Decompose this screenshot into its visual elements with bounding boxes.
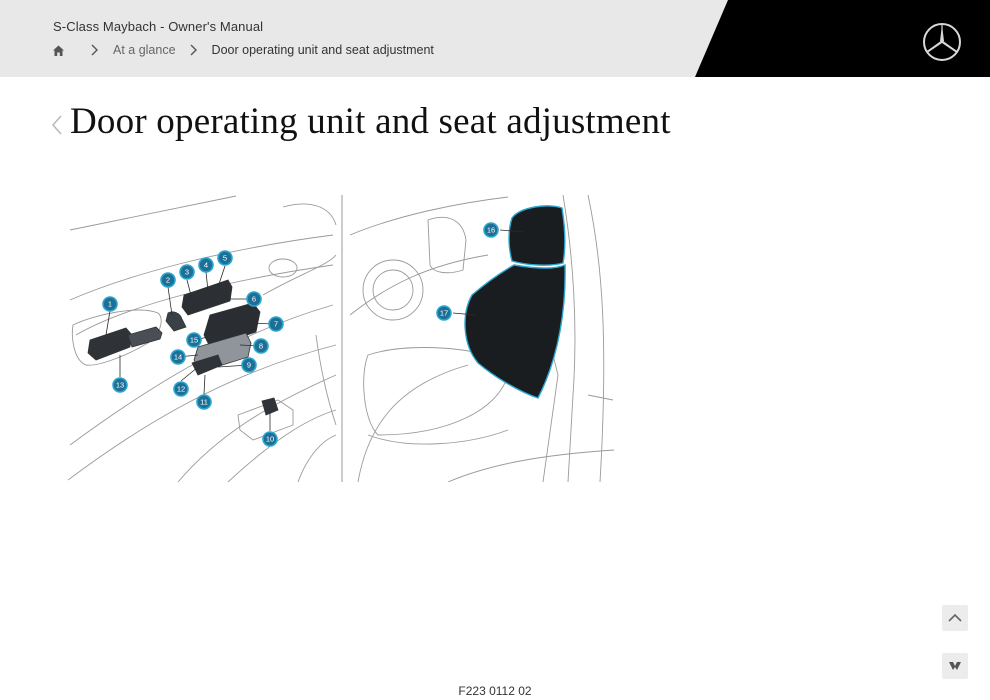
callout-label: 2 <box>165 275 171 285</box>
callout-label: 6 <box>251 294 257 304</box>
page-title: Door operating unit and seat adjustment <box>70 101 671 142</box>
callout-label: 15 <box>189 335 199 345</box>
breadcrumb-item-at-a-glance[interactable]: At a glance <box>113 43 176 57</box>
feedback-button[interactable] <box>942 653 968 679</box>
back-chevron-icon[interactable] <box>51 114 63 136</box>
callout-label: 17 <box>439 308 449 318</box>
chevron-up-icon <box>948 613 962 623</box>
callout-label: 13 <box>115 380 125 390</box>
home-icon[interactable] <box>52 44 65 57</box>
callout-label: 8 <box>258 341 264 351</box>
callout-label: 16 <box>486 225 496 235</box>
callout-label: 9 <box>246 360 252 370</box>
scroll-top-button[interactable] <box>942 605 968 631</box>
feedback-icon <box>948 660 962 672</box>
callout-label: 5 <box>222 253 228 263</box>
callout-label: 4 <box>203 260 209 270</box>
breadcrumb <box>52 41 434 59</box>
header-bar <box>0 0 990 77</box>
mercedes-star-icon[interactable] <box>922 22 962 62</box>
callout-label: 11 <box>200 397 208 407</box>
door-seat-illustration <box>68 195 614 482</box>
breadcrumb-item-current: Door operating unit and seat adjustment <box>211 43 434 57</box>
figure-code: F223 0112 02 <box>458 684 532 698</box>
chevron-right-icon <box>89 44 99 56</box>
callout-label: 10 <box>265 434 275 444</box>
callout-label: 12 <box>176 384 186 394</box>
callout-label: 7 <box>273 319 279 329</box>
manual-title: S-Class Maybach - Owner's Manual <box>53 19 264 34</box>
callout-label: 3 <box>184 267 190 277</box>
chevron-right-icon <box>188 44 198 56</box>
callout-label: 14 <box>173 352 183 362</box>
callout-label: 1 <box>107 299 113 309</box>
